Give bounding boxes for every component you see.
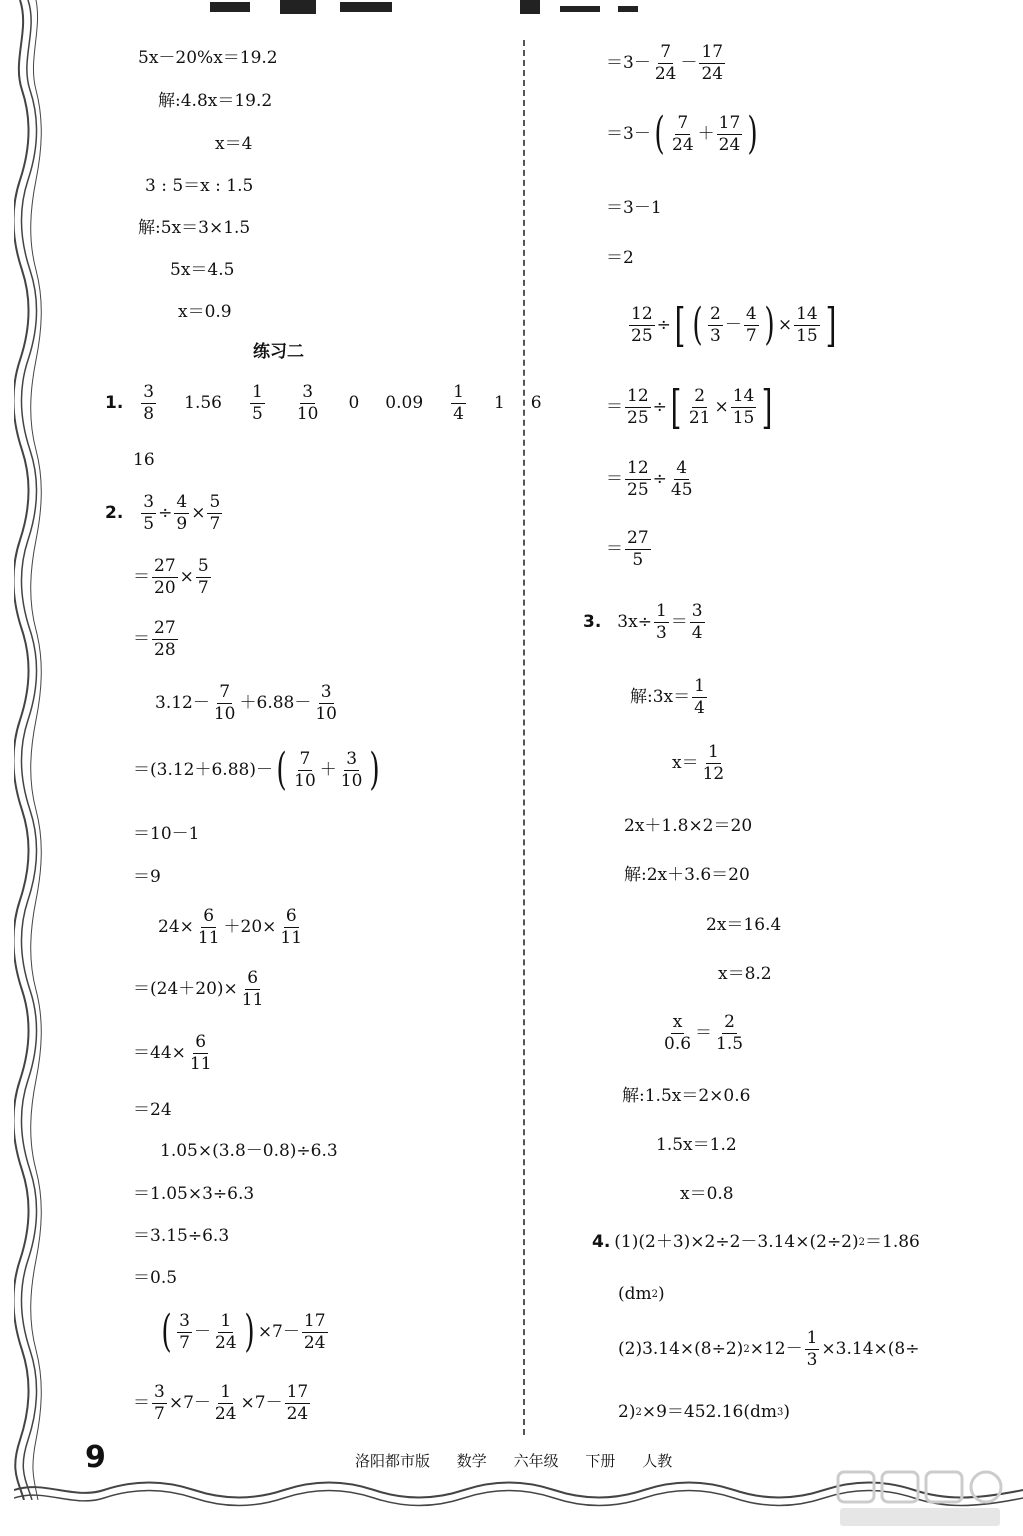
solution-line: 1.05×(3.8－0.8)÷6.3: [160, 1141, 338, 1161]
fraction: $\frac{6}{11}$: [280, 906, 303, 948]
fraction: $\frac{17}{24}$: [701, 42, 724, 84]
fraction: $\frac{5}{7}$: [197, 556, 209, 598]
fraction: $\frac{3}{10}$: [315, 682, 337, 724]
answer-value: 6: [530, 393, 542, 413]
watermark-logo: [830, 1468, 1010, 1532]
fraction: $\frac{1}{4}$: [694, 676, 705, 718]
solution-line: 1.5x＝1.2: [656, 1135, 737, 1155]
fraction: $\frac{27}{5}$: [627, 528, 649, 570]
fraction: $\frac{14}{15}$: [732, 385, 755, 428]
question-3-line: 3. 3x÷ $\frac{1}{3}$ ＝ $\frac{3}{4}$: [583, 601, 703, 643]
footer-info: [355, 1450, 694, 1471]
fraction: $\frac{4}{45}$: [670, 458, 693, 500]
solution-line: $\frac{x}{0.6}$ ＝ $\frac{2}{1.5}$: [664, 1012, 744, 1054]
fraction: $\frac{3}{10}$: [296, 382, 319, 424]
solution-line: 2) 2 ×9＝452.16(dm 3 ): [618, 1402, 791, 1422]
fraction: $\frac{27}{20}$: [154, 556, 176, 598]
fraction: $\frac{4}{9}$: [176, 492, 188, 534]
fraction: $\frac{3}{7}$: [154, 1382, 165, 1424]
answer-value: 0.09: [385, 393, 424, 413]
solution-line: ＝ $\frac{12}{25}$ ÷ $\frac{4}{45}$: [606, 458, 693, 500]
question-number: 4.: [592, 1232, 611, 1252]
footer-subject: 数学: [456, 1452, 487, 1470]
solution-line: 3 : 5＝x : 1.5: [145, 176, 254, 196]
solution-line: x＝0.8: [680, 1184, 734, 1204]
fraction: $\frac{1}{24}$: [215, 1310, 237, 1353]
fraction: $\frac{7}{10}$: [294, 748, 316, 791]
left-wavy-border: [14, 0, 42, 1500]
fraction: $\frac{27}{28}$: [154, 618, 176, 660]
answer-value: 16: [133, 450, 155, 470]
fraction: $\frac{12}{25}$: [627, 458, 649, 500]
solution-line: $\frac{12}{25}$ ÷ [ ( $\frac{2}{3}$ － $\frac{4}{7}$ ) × $\frac{14}{15}$ ]: [631, 298, 837, 352]
solution-line: 2x＋1.8×2＝20: [624, 816, 753, 836]
fraction: $\frac{12}{25}$: [627, 385, 649, 428]
solution-line: 3.12－ $\frac{7}{10}$ ＋6.88－ $\frac{3}{10}$: [155, 682, 337, 724]
footer-publisher: 人教: [642, 1452, 673, 1470]
fraction: $\frac{6}{11}$: [241, 968, 264, 1010]
solution-line: ( $\frac{3}{7}$ － $\frac{1}{24}$ ) ×7－ $\frac{17}{24}$: [161, 1306, 326, 1357]
solution-line: ＝3－1: [606, 198, 662, 218]
solution-line: 解:4.8x＝19.2: [158, 91, 273, 111]
footer-volume: 下册: [585, 1452, 616, 1470]
fraction: $\frac{1}{4}$: [453, 382, 464, 424]
footer-grade: 六年级: [513, 1452, 559, 1470]
solution-line: 24× $\frac{6}{11}$ ＋20× $\frac{6}{11}$: [158, 906, 303, 948]
fraction: $\frac{2}{1.5}$: [716, 1012, 744, 1054]
fraction: $\frac{17}{24}$: [718, 112, 741, 155]
page-number: 9: [85, 1440, 106, 1475]
question-2-line: 2. $\frac{3}{5}$ ÷ $\frac{4}{9}$ × $\frac{5}{7}$: [105, 492, 221, 534]
fraction: $\frac{14}{15}$: [796, 303, 818, 346]
solution-line: ＝ $\frac{27}{28}$: [133, 618, 176, 660]
question-number: 2.: [105, 503, 124, 523]
solution-line: ＝3－ ( $\frac{7}{24}$ ＋ $\frac{17}{24}$ ): [606, 108, 759, 159]
solution-line: x＝4: [215, 134, 253, 154]
solution-line: x＝8.2: [718, 964, 772, 984]
fraction: $\frac{1}{24}$: [214, 1382, 237, 1424]
fraction: $\frac{1}{3}$: [655, 601, 667, 643]
solution-line: ＝3－ $\frac{7}{24}$ － $\frac{17}{24}$: [606, 42, 724, 84]
answer-value: 1.56: [184, 393, 222, 413]
solution-line: ＝44× $\frac{6}{11}$: [133, 1032, 212, 1074]
fraction: $\frac{17}{24}$: [303, 1310, 326, 1353]
solution-line: ＝ $\frac{27}{5}$: [606, 528, 649, 570]
top-header-marks: [200, 0, 660, 20]
solution-line: ＝0.5: [133, 1268, 178, 1288]
fraction: $\frac{x}{0.6}$: [664, 1012, 692, 1054]
solution-line: ＝ $\frac{27}{20}$ × $\frac{5}{7}$: [133, 556, 209, 598]
fraction: $\frac{1}{5}$: [251, 382, 263, 424]
solution-line: ＝(24＋20)× $\frac{6}{11}$: [133, 968, 264, 1010]
question-4-line: 4. (1)(2＋3)×2÷2－3.14×(2÷2) 2 ＝1.86: [592, 1232, 920, 1252]
solution-line: ＝9: [133, 867, 161, 887]
solution-line: x＝0.9: [178, 302, 232, 322]
fraction: $\frac{12}{25}$: [631, 303, 653, 346]
fraction: $\frac{17}{24}$: [286, 1382, 309, 1424]
question-number: 3.: [583, 612, 602, 632]
fraction: $\frac{2}{3}$: [710, 303, 721, 346]
solution-line: 2x＝16.4: [706, 915, 782, 935]
fraction: $\frac{3}{8}$: [143, 382, 155, 424]
fraction: $\frac{6}{11}$: [189, 1032, 212, 1074]
fraction: $\frac{7}{24}$: [654, 42, 677, 84]
solution-line: ＝ $\frac{12}{25}$ ÷ [ $\frac{2}{21}$ × $\frac{14}{15}$ ]: [606, 380, 773, 434]
fraction: $\frac{3}{10}$: [340, 748, 363, 791]
question-number: 1.: [105, 393, 124, 413]
solution-line: (2)3.14×(8÷2) 2 ×12－ $\frac{1}{3}$ ×3.14×(8÷: [618, 1328, 920, 1370]
fraction: $\frac{1}{3}$: [806, 1328, 818, 1370]
solution-line: 解:1.5x＝2×0.6: [622, 1086, 751, 1106]
solution-line: 解:5x＝3×1.5: [138, 218, 251, 238]
solution-line: 5x－20%x＝19.2: [138, 48, 278, 68]
solution-line: (dm 2 ): [618, 1284, 665, 1304]
solution-line: ＝2: [606, 248, 634, 268]
fraction: $\frac{5}{7}$: [209, 492, 221, 534]
fraction: $\frac{6}{11}$: [197, 906, 220, 948]
solution-line: ＝(3.12＋6.88)－ ( $\frac{7}{10}$ ＋ $\frac{3}{10}$ ): [133, 744, 381, 795]
solution-line: ＝1.05×3÷6.3: [133, 1184, 255, 1204]
fraction: $\frac{4}{7}$: [745, 303, 757, 346]
fraction: $\frac{7}{24}$: [672, 112, 694, 155]
solution-line: ＝3.15÷6.3: [133, 1226, 230, 1246]
footer-edition: 洛阳都市版: [355, 1452, 431, 1470]
answer-value: 1: [493, 393, 505, 413]
solution-line: ＝24: [133, 1100, 172, 1120]
section-title: 练习二: [253, 342, 304, 362]
fraction: $\frac{3}{7}$: [179, 1310, 190, 1353]
solution-line: x＝ $\frac{1}{12}$: [672, 742, 725, 784]
solution-line: 解:3x＝ $\frac{1}{4}$: [630, 676, 705, 718]
fraction: $\frac{2}{21}$: [688, 385, 711, 428]
fraction: $\frac{1}{12}$: [702, 742, 725, 784]
fraction: $\frac{3}{5}$: [143, 492, 155, 534]
fraction: $\frac{7}{10}$: [213, 682, 236, 724]
solution-line: 解:2x＋3.6＝20: [624, 865, 750, 885]
column-divider: [523, 40, 525, 1435]
solution-line: ＝10－1: [133, 824, 200, 844]
solution-line: ＝ $\frac{3}{7}$ ×7－ $\frac{1}{24}$ ×7－ $\frac{17}{24}$: [133, 1382, 309, 1424]
answer-value: 0: [348, 393, 360, 413]
fraction: $\frac{3}{4}$: [691, 601, 703, 643]
solution-line: 5x＝4.5: [170, 260, 235, 280]
question-1-answers: [105, 384, 542, 423]
